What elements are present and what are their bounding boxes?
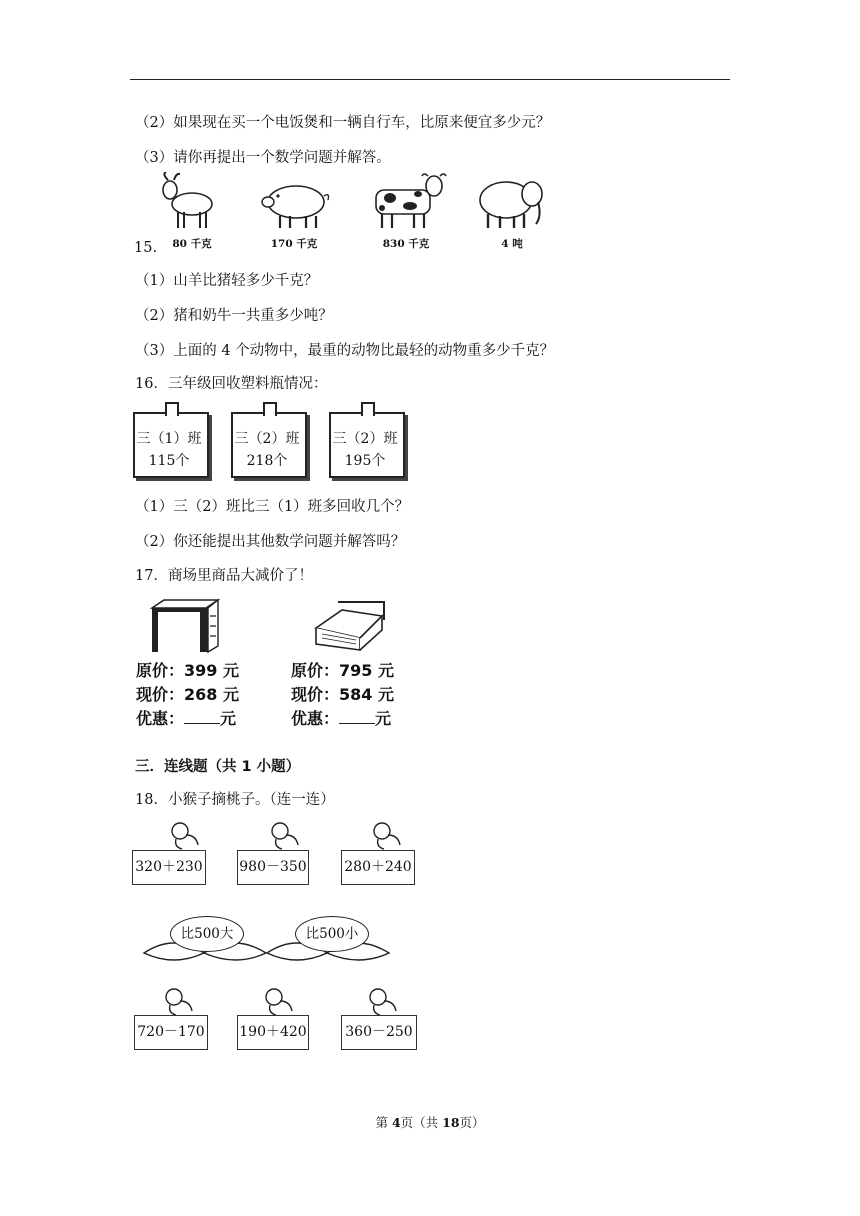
cow-weight: 830 千克 (382, 238, 430, 250)
calc-card[interactable]: 320＋230 (132, 850, 206, 885)
calc-card[interactable]: 360－250 (341, 1015, 417, 1050)
desk-original-price: 原价：399 元 (136, 661, 239, 680)
q16-sub1: （1）三（2）班比三（1）班多回收几个？ (135, 499, 410, 515)
calc-card[interactable]: 720－170 (134, 1015, 208, 1050)
monkey-icon (366, 987, 400, 1017)
page-number: 4 (391, 1115, 401, 1130)
section3-title: 三．连线题（共 1 小题） (135, 759, 301, 775)
monkey-icon (268, 821, 302, 851)
q15-number: 15. (134, 240, 158, 256)
q17-title: 17．商场里商品大减价了！ (135, 568, 313, 584)
bed-price-block (291, 659, 394, 731)
goat-weight: 80 千克 (172, 238, 212, 250)
peach-less-than-500[interactable]: 比500小 (295, 916, 369, 952)
q15-sub2: （2）猪和奶牛一共重多少吨？ (135, 308, 333, 324)
board-class: 三（2）班 (332, 431, 398, 447)
elephant-weight: 4 吨 (501, 238, 523, 250)
board-count: 115个 (148, 453, 190, 469)
animal-cow (362, 172, 450, 262)
q15-sub1: （1）山羊比猪轻多少千克？ (135, 273, 319, 289)
board-count: 218个 (246, 453, 288, 469)
pig-weight: 170 千克 (270, 238, 318, 250)
q14-sub3: （3）请你再提出一个数学问题并解答。 (135, 150, 391, 166)
bed-icon (308, 598, 388, 654)
q15-sub3: （3）上面的 4 个动物中，最重的动物比最轻的动物重多少千克？ (135, 343, 555, 359)
calc-card[interactable]: 980－350 (237, 850, 309, 885)
header-rule (130, 79, 730, 80)
pig-icon (250, 172, 338, 234)
board-class-2 (231, 402, 307, 478)
clip-icon (361, 402, 375, 416)
board-class: 三（1）班 (136, 431, 202, 447)
animal-elephant (468, 172, 556, 262)
monkey-icon (262, 987, 296, 1017)
monkey-icon (370, 821, 404, 851)
board-count: 195个 (344, 453, 386, 469)
elephant-icon (468, 172, 556, 234)
bed-original-price: 原价：795 元 (291, 661, 394, 680)
desk-discount: 优惠： 元 (136, 709, 237, 728)
q16-title: 16．三年级回收塑料瓶情况： (135, 376, 328, 392)
answer-blank[interactable] (184, 709, 220, 724)
goat-icon (148, 172, 236, 234)
monkey-icon (168, 821, 202, 851)
page-footer: 第 4页（共 18页） (375, 1115, 485, 1130)
cow-icon (362, 172, 450, 234)
bed-current-price: 现价：584 元 (291, 685, 394, 704)
q18-title: 18．小猴子摘桃子。（连一连） (135, 792, 335, 808)
calc-card[interactable]: 190＋420 (237, 1015, 309, 1050)
board-class: 三（2）班 (234, 431, 300, 447)
answer-blank[interactable] (339, 709, 375, 724)
q16-sub2: （2）你还能提出其他数学问题并解答吗？ (135, 534, 406, 550)
desk-icon (150, 598, 220, 654)
clip-icon (165, 402, 179, 416)
page-total: 18 (442, 1115, 460, 1130)
clip-icon (263, 402, 277, 416)
bed-discount: 优惠： 元 (291, 709, 392, 728)
board-class-1 (133, 402, 209, 478)
animal-goat (148, 172, 236, 262)
board-class-3 (329, 402, 405, 478)
desk-price-block (136, 659, 239, 731)
calc-card[interactable]: 280＋240 (341, 850, 415, 885)
desk-current-price: 现价：268 元 (136, 685, 239, 704)
q14-sub2: （2）如果现在买一个电饭煲和一辆自行车，比原来便宜多少元？ (135, 115, 551, 131)
peach-greater-than-500[interactable]: 比500大 (170, 916, 244, 952)
monkey-icon (162, 987, 196, 1017)
animal-pig (250, 172, 338, 262)
